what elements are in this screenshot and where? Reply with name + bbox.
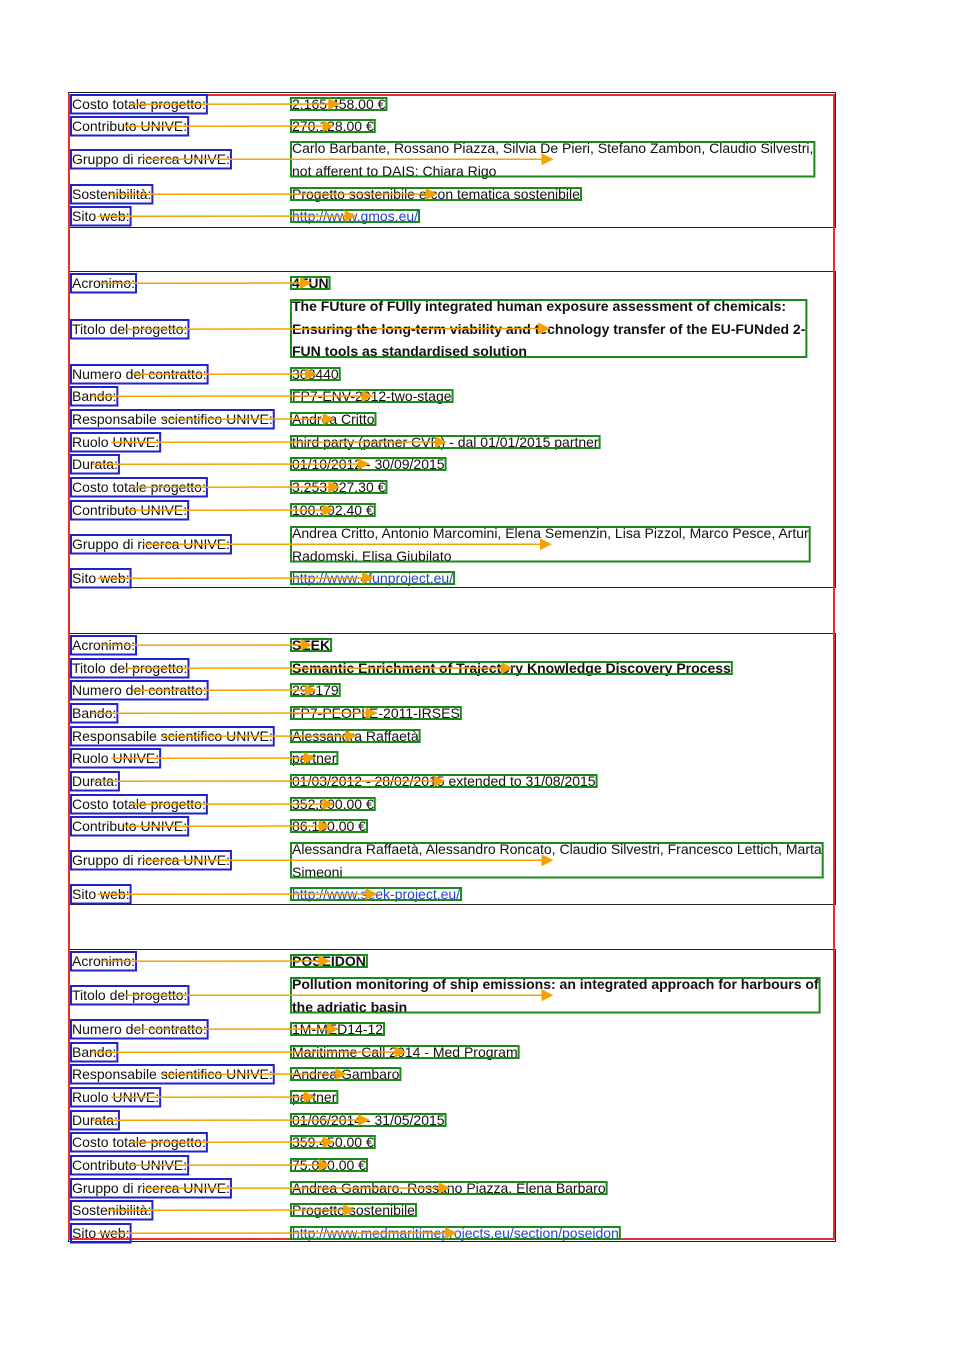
field-value: FP7-ENV-2012-two-stage: [292, 388, 452, 404]
field-value: Carlo Barbante, Rossano Piazza, Silvia De Pieri, Stefano Zambon, Claudio Silvestri, not afferent to DAIS: Chiara Rigo: [292, 140, 814, 179]
field-label: Responsabile scientifico UNIVE:: [72, 728, 273, 744]
field-value: 270.128,00 €: [292, 118, 374, 134]
field-value: Alessandra Raffaetà: [292, 728, 419, 744]
field-value: SEEK: [292, 637, 331, 653]
website-link[interactable]: http://www.gmos.eu/: [292, 208, 419, 224]
field-value: The FUture of FUlly integrated human exposure assessment of chemicals: Ensuring the long-term viability and technology transfer of the EU-FUNded 2-FUN tools as standardised solution: [292, 298, 806, 359]
field-value: partner: [292, 1089, 337, 1105]
field-value: 4FUN: [292, 275, 329, 291]
field-label: Numero del contratto:: [72, 1021, 207, 1037]
field-label: Durata:: [72, 773, 118, 789]
field-label: Responsabile scientifico UNIVE:: [72, 411, 273, 427]
field-value: Progetto sostenibile: [292, 1202, 415, 1218]
field-label: Bando:: [72, 1044, 117, 1060]
field-value: 1M-MED14-12: [292, 1021, 384, 1037]
field-label: Sostenibilità:: [72, 186, 152, 202]
field-label: Titolo del progetto:: [72, 321, 188, 337]
field-label: Sito web:: [72, 208, 130, 224]
field-value: Progetto sostenibile e con tematica sostenibile: [292, 186, 580, 202]
field-value: 01/10/2012 - 30/09/2015: [292, 456, 445, 472]
field-value: 2.165.458,00 €: [292, 96, 386, 112]
field-label: Contributo UNIVE:: [72, 118, 188, 134]
field-label: Costo totale progetto:: [72, 479, 206, 495]
field-label: Ruolo UNIVE:: [72, 750, 160, 766]
field-value: Maritimme Call 2014 - Med Program: [292, 1044, 518, 1060]
field-label: Gruppo di ricerca UNIVE:: [72, 536, 230, 552]
field-value: 295179: [292, 682, 339, 698]
field-label: Titolo del progetto:: [72, 660, 188, 676]
field-label: Sito web:: [72, 1225, 130, 1241]
field-label: Gruppo di ricerca UNIVE:: [72, 852, 230, 868]
field-label: Gruppo di ricerca UNIVE:: [72, 151, 230, 167]
field-value: 75.000,00 €: [292, 1157, 366, 1173]
field-label: Numero del contratto:: [72, 682, 207, 698]
field-label: Titolo del progetto:: [72, 987, 188, 1003]
project-table-seek: [68, 633, 836, 905]
field-value: 308440: [292, 366, 339, 382]
website-link[interactable]: http://www.4funproject.eu/: [292, 570, 454, 586]
field-value: 3.253.027,30 €: [292, 479, 386, 495]
field-value: 86.100,00 €: [292, 818, 366, 834]
field-label: Contributo UNIVE:: [72, 818, 188, 834]
field-label: Bando:: [72, 388, 117, 404]
field-value: FP7-PEOPLE-2011-IRSES: [292, 705, 460, 721]
field-value: 01/03/2012 - 28/02/2015 extended to 31/08/2015: [292, 773, 596, 789]
project-table-1: [68, 92, 836, 228]
website-link[interactable]: http://www.seek-project.eu/: [292, 886, 461, 902]
field-value: third party (partner CVR) - dal 01/01/2015 partner: [292, 434, 599, 450]
field-value: Andrea Gambaro: [292, 1066, 400, 1082]
field-label: Sito web:: [72, 886, 130, 902]
field-label: Ruolo UNIVE:: [72, 1089, 160, 1105]
field-label: Sostenibilità:: [72, 1202, 152, 1218]
field-value: Andrea Critto: [292, 411, 375, 427]
field-value: 01/06/2014 - 31/05/2015: [292, 1112, 445, 1128]
field-label: Sito web:: [72, 570, 130, 586]
field-label: Responsabile scientifico UNIVE:: [72, 1066, 273, 1082]
field-value: 359.450,00 €: [292, 1134, 374, 1150]
field-label: Contributo UNIVE:: [72, 502, 188, 518]
field-label: Durata:: [72, 1112, 118, 1128]
field-label: Contributo UNIVE:: [72, 1157, 188, 1173]
field-value: 352.800,00 €: [292, 796, 374, 812]
field-label: Gruppo di ricerca UNIVE:: [72, 1180, 230, 1196]
field-value: partner: [292, 750, 337, 766]
project-table-4fun: [68, 271, 836, 588]
field-value: 100.902,40 €: [292, 502, 374, 518]
field-value: Semantic Enrichment of Trajectory Knowledge Discovery Process: [292, 660, 731, 676]
field-value: Pollution monitoring of ship emissions: an integrated approach for harbours of the adriatic basin: [292, 976, 819, 1015]
field-label: Bando:: [72, 705, 117, 721]
field-label: Durata:: [72, 456, 118, 472]
field-label: Acronimo:: [72, 953, 136, 969]
field-label: Numero del contratto:: [72, 366, 207, 382]
field-label: Acronimo:: [72, 275, 136, 291]
project-table-poseidon: [68, 949, 836, 1242]
field-label: Ruolo UNIVE:: [72, 434, 160, 450]
field-value: Alessandra Raffaetà, Alessandro Roncato, Claudio Silvestri, Francesco Lettich, Marta Simeoni: [292, 841, 822, 880]
field-label: Costo totale progetto:: [72, 96, 206, 112]
field-value: Andrea Gambaro, Rossano Piazza, Elena Barbaro: [292, 1180, 606, 1196]
field-label: Acronimo:: [72, 637, 136, 653]
field-value: Andrea Critto, Antonio Marcomini, Elena Semenzin, Lisa Pizzol, Marco Pesce, Artur Radomski, Elisa Giubilato: [292, 525, 809, 564]
field-label: Costo totale progetto:: [72, 1134, 206, 1150]
website-link[interactable]: http://www.medmaritimeprojects.eu/section/poseidon: [292, 1225, 619, 1241]
field-label: Costo totale progetto:: [72, 796, 206, 812]
field-value: POSEIDON: [292, 953, 366, 969]
